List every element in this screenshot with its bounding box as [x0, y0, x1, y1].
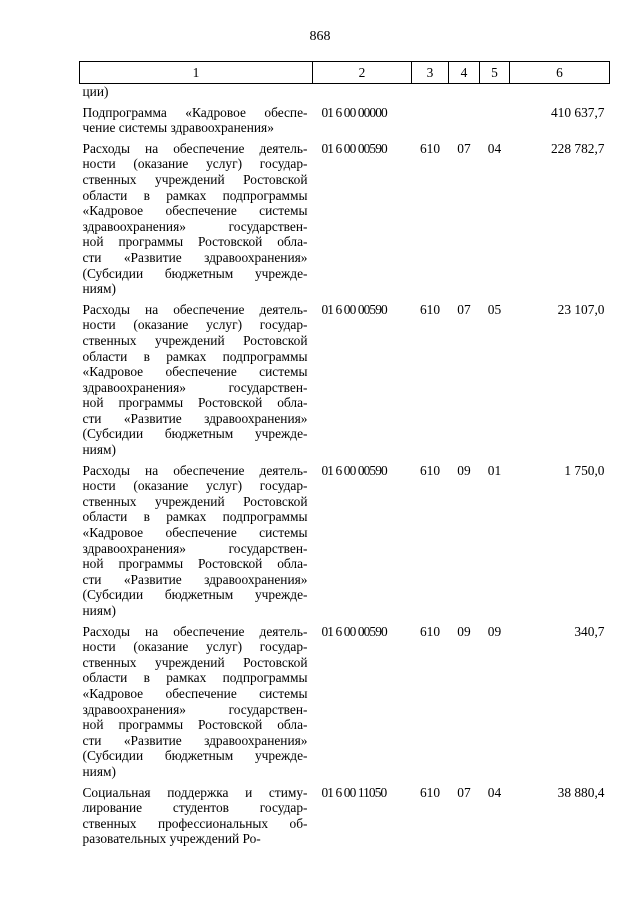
- column-header-2: 2: [313, 62, 412, 84]
- table-row: [80, 463, 610, 624]
- target-code: 01 6 00 00590: [321, 462, 387, 478]
- description-line: ниям): [82, 442, 116, 458]
- column-header-1: 1: [80, 62, 313, 84]
- description-line: (Субсидии бюджетным учрежде-: [82, 748, 308, 764]
- description-line: Расходы на обеспечение деятель-: [82, 140, 308, 156]
- target-code: 01 6 00 00000: [321, 104, 387, 120]
- subsection-code: 01: [487, 462, 502, 478]
- target-code: 01 6 00 00590: [321, 623, 387, 639]
- page-number: 868: [309, 29, 331, 44]
- subsection-code: 05: [487, 301, 502, 317]
- description-line: «Кадровое обеспечение системы: [82, 685, 308, 701]
- description-line: области в рамках подпрограммы: [82, 187, 308, 203]
- description-line: сти «Развитие здравоохранения»: [82, 732, 308, 748]
- description-line: ности (оказание услуг) государ-: [82, 156, 308, 172]
- table-row: [80, 624, 610, 785]
- target-code: 01 6 00 00590: [321, 140, 387, 156]
- description-line: ной программы Ростовской обла-: [82, 234, 308, 250]
- amount: 1 750,0: [564, 462, 605, 478]
- description-line: ности (оказание услуг) государ-: [82, 317, 308, 333]
- amount: 38 880,4: [557, 784, 605, 800]
- expense-type: 610: [419, 301, 441, 317]
- description-line: ственных учреждений Ростовской: [82, 654, 308, 670]
- section-code: 07: [457, 140, 471, 156]
- section-code: 09: [457, 462, 471, 478]
- subsection-code: [480, 105, 510, 141]
- description-line: ственных учреждений Ростовской: [82, 493, 308, 509]
- table-row: [80, 302, 610, 463]
- description-line: здравоохранения» государствен-: [82, 701, 308, 717]
- description-line: (Субсидии бюджетным учрежде-: [82, 587, 308, 603]
- expense-type: 610: [419, 140, 441, 156]
- description-line: ственных профессиональных об-: [82, 815, 308, 831]
- row-description: [80, 105, 313, 141]
- continuation-text: ции): [82, 84, 109, 99]
- description-line: чение системы здравоохранения»: [82, 120, 274, 136]
- description-line: «Кадровое обеспечение системы: [82, 364, 308, 380]
- section-code: 07: [457, 784, 471, 800]
- description-line: сти «Развитие здравоохранения»: [82, 410, 308, 426]
- description-line: Расходы на обеспечение деятель-: [82, 623, 308, 639]
- expense-type: 610: [419, 623, 441, 639]
- description-line: сти «Развитие здравоохранения»: [82, 249, 308, 265]
- section-code: [449, 105, 480, 141]
- target-code: 01 6 00 00590: [321, 301, 387, 317]
- description-line: ственных учреждений Ростовской: [82, 171, 308, 187]
- column-header-3: 3: [412, 62, 449, 84]
- subsection-code: 04: [487, 140, 502, 156]
- description-line: ниям): [82, 281, 116, 297]
- description-line: (Субсидии бюджетным учрежде-: [82, 426, 308, 442]
- table-row: [80, 785, 610, 852]
- table-header-row: [80, 62, 610, 84]
- description-line: сти «Развитие здравоохранения»: [82, 571, 308, 587]
- section-code: 07: [457, 301, 471, 317]
- amount: 228 782,7: [550, 140, 605, 156]
- amount: 23 107,0: [557, 301, 605, 317]
- description-line: области в рамках подпрограммы: [82, 509, 308, 525]
- expense-type: [412, 105, 449, 141]
- table-row: [80, 105, 610, 141]
- description-line: области в рамках подпрограммы: [82, 348, 308, 364]
- column-header-5: 5: [480, 62, 510, 84]
- description-line: Подпрограмма «Кадровое обеспе-: [82, 104, 308, 120]
- expense-type: 610: [419, 462, 441, 478]
- description-line: ности (оказание услуг) государ-: [82, 478, 308, 494]
- row-description: [80, 302, 313, 463]
- description-line: Социальная поддержка и стиму-: [82, 784, 308, 800]
- subsection-code: 09: [487, 623, 502, 639]
- expense-type: 610: [419, 784, 441, 800]
- description-line: «Кадровое обеспечение системы: [82, 525, 308, 541]
- description-line: ниям): [82, 603, 116, 618]
- description-line: здравоохранения» государствен-: [82, 218, 308, 234]
- description-line: здравоохранения» государствен-: [82, 379, 308, 395]
- budget-table: [79, 61, 610, 852]
- description-line: ной программы Ростовской обла-: [82, 556, 308, 572]
- section-code: 09: [457, 623, 471, 639]
- column-header-6: 6: [510, 62, 610, 84]
- table-row: [80, 141, 610, 302]
- row-description: [80, 463, 313, 624]
- column-header-4: 4: [449, 62, 480, 84]
- continuation-row: [80, 84, 610, 105]
- description-line: ственных учреждений Ростовской: [82, 332, 308, 348]
- description-line: лирование студентов государ-: [82, 800, 308, 816]
- row-description: [80, 785, 313, 852]
- description-line: Расходы на обеспечение деятель-: [82, 462, 308, 478]
- description-line: здравоохранения» государствен-: [82, 540, 308, 556]
- amount: 410 637,7: [550, 104, 605, 120]
- description-line: ной программы Ростовской обла-: [82, 395, 308, 411]
- row-description: [80, 624, 313, 785]
- target-code: 01 6 00 11050: [321, 784, 387, 800]
- description-line: ниям): [82, 763, 116, 779]
- amount: 340,7: [574, 623, 605, 639]
- description-line: ности (оказание услуг) государ-: [82, 639, 308, 655]
- row-description: [80, 141, 313, 302]
- description-line: разовательных учреждений Ро-: [82, 831, 261, 847]
- description-line: Расходы на обеспечение деятель-: [82, 301, 308, 317]
- description-line: «Кадровое обеспечение системы: [82, 203, 308, 219]
- subsection-code: 04: [487, 784, 502, 800]
- description-line: ной программы Ростовской обла-: [82, 717, 308, 733]
- description-line: области в рамках подпрограммы: [82, 670, 308, 686]
- description-line: (Субсидии бюджетным учрежде-: [82, 265, 308, 281]
